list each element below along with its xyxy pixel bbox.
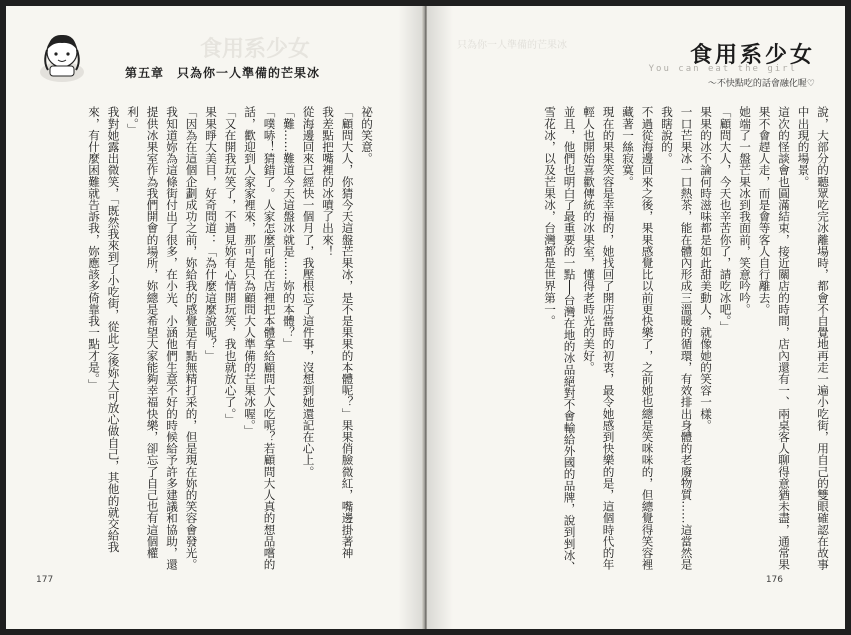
page-number: 177 [36,575,54,585]
book-header [575,38,815,98]
header-watermark: 食用系少女 [200,37,311,62]
paragraph: 她端了一盤芒果冰到我面前，笑意吟吟。 [738,106,752,315]
paragraph: 並且，他們也明白了最重要的一點──台灣在地的冰品絕對不會輸給外國的品牌，說到剉冰、雪花冰，以及芒果冰，台灣都是世界第一。 [543,106,577,573]
paragraph: 說，大部分的聽眾吃完冰離場時，都會不自覺地再走一遍小吃街，用自己的雙眼確認在故事中出現的場景。 [796,106,830,570]
paragraph: 「顧問大人，今天也辛苦你了，請吃冰吧。」 [718,106,733,333]
paragraph: 果果睜大美目，好奇問道：「為什麼這麼說呢？」 [204,106,218,362]
paragraph: 果果的冰不論何時滋味都是如此甜美動人，就像她的笑容一樣。 [699,106,713,431]
paragraph: 這次的怪談會也圓滿結束，接近關店的時間，店內還有一、兩桌客人聊得意猶未盡，通常果果不會趕人走，而是會等客人自行離去。 [757,106,791,570]
right-body-text [543,106,832,574]
book-logo: 食用系少女 [689,43,815,68]
book-spread [6,6,845,629]
paragraph: 從海邊回來已經快一個月了，我壓根忘了這件事，沒想到她還記在心上。 [301,106,316,478]
book-subtitle: ～不快點吃的話會融化喔♡ [707,79,815,89]
paragraph: 「噗哧！猜錯了。人家怎麼可能在店裡把本體拿給顧問大人吃呢？若顧問大人真的想品嚐的話，歡迎到人家家裡來，那可是只為顧問大人準備的芒果冰喔。」 [243,106,277,570]
paragraph: 「因為在這個企劃成功之前，妳給我的感覺是有點無精打采的，但是現在妳的笑容會發光。我知道妳為這條街付出了很多，在小光、小涵他們生意不好的時候給予許多建議和協助，還提供冰果室作為我們開會的場所，妳總是希望大家能夠幸福快樂，卻忘了自己也有這個權利。」 [126,106,199,570]
paragraph: 不過從海邊回來之後，果果感覺比以前更快樂了，之前她也總是笑咪咪的，但總覺得笑容裡藏著一絲寂寞。 [621,106,655,570]
paragraph: 一口芒果冰一口熱茶，能在體內形成三溫暖的循環，有效排出身體的老廢物質……這當然是我瞎說的。 [660,106,694,570]
paragraph: 現在的果果笑容是幸福的，她找回了開店當時的初衷，最令她感到快樂的是，這個時代的年輕人也開始喜歡傳統的冰果室，懂得老時光的美好。 [582,106,616,570]
paragraph: 「顧問大人，你猜今天這盤芒果冰，是不是果果的本體呢？」果果俏臉微紅，嘴邊掛著神 [340,106,355,559]
right-page [427,6,845,629]
book-tagline: You can eat the girl [648,64,797,74]
paragraph: 祕的笑意。 [360,106,374,164]
paragraph: 「難……難道今天這盤冰就是……妳的本體？」 [282,106,296,350]
page-number: 176 [765,575,783,585]
left-page [6,6,424,629]
paragraph: 我對她露出微笑，「既然我來到了小吃街，從此之後妳大可放心做自己，其他的就交給我來，有什麼困難就告訴我，妳應該多倚靠我一點才是。」 [87,106,121,553]
paragraph: 「又在開我玩笑了，不過見妳有心情開玩笑，我也就放心了。」 [223,106,238,425]
chapter-title: 第五章 只為你一人準備的芒果冰 [125,66,321,80]
chapter-header [20,26,380,96]
left-body-text [46,106,376,574]
girl-mascot-icon [28,26,96,86]
header-watermark: 只為你一人準備的芒果冰 [457,40,567,51]
paragraph: 我差點把嘴裡的冰噴了出來！ [321,106,335,257]
